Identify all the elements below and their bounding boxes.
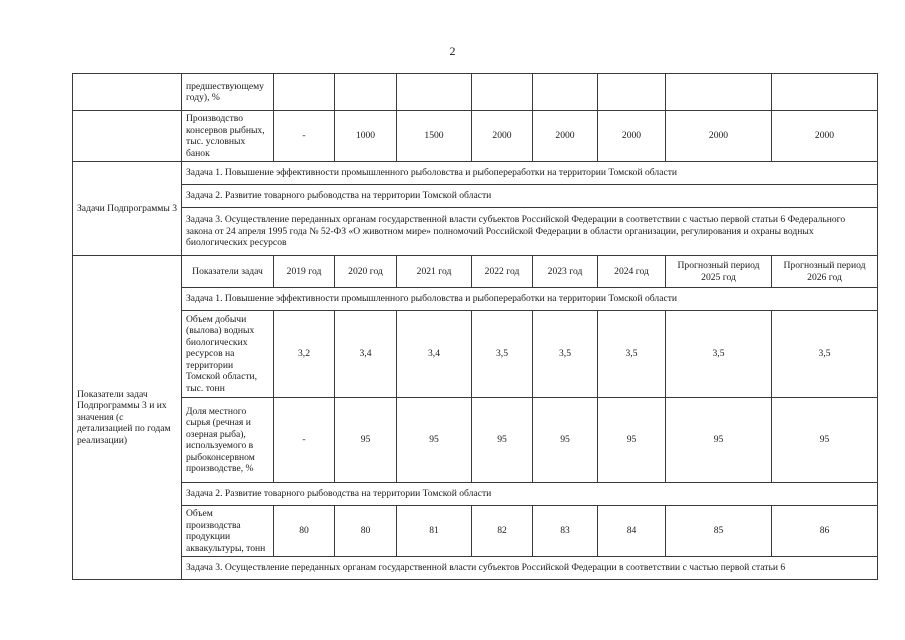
value-cell: 3,5 bbox=[472, 311, 533, 398]
value-cell: 3,4 bbox=[335, 311, 397, 398]
value-cell: 3,4 bbox=[397, 311, 472, 398]
value-cell bbox=[397, 74, 472, 111]
value-cell: 1500 bbox=[397, 111, 472, 162]
value-cell bbox=[772, 74, 878, 111]
column-header: 2019 год bbox=[274, 256, 335, 288]
value-cell: 2000 bbox=[598, 111, 666, 162]
column-header: 2023 год bbox=[533, 256, 598, 288]
value-cell: 95 bbox=[598, 398, 666, 483]
task-text: Задача 3. Осуществление переданных органам государственной власти субъектов Российской Федерации в соответствии с частью первой статьи 6 Федерального закона от 24 апреля 1995 года № 52-ФЗ «О животном мире» полномочий Российской Федерации в области организации, регулирования и охраны водных биологических ресурсов bbox=[182, 208, 878, 256]
table-row bbox=[73, 74, 878, 111]
value-cell: 85 bbox=[666, 506, 772, 557]
value-cell: 86 bbox=[772, 506, 878, 557]
table-row bbox=[73, 506, 878, 557]
table-row bbox=[73, 483, 878, 506]
column-header: Прогнозный период 2026 год bbox=[772, 256, 878, 288]
task-text: Задача 2. Развитие товарного рыбоводства на территории Томской области bbox=[182, 483, 878, 506]
value-cell: 95 bbox=[772, 398, 878, 483]
page-number: 2 bbox=[449, 44, 456, 58]
task-text: Задача 1. Повышение эффективности промышленного рыболовства и рыбопереработки на территории Томской области bbox=[182, 162, 878, 185]
value-cell: 80 bbox=[274, 506, 335, 557]
table-header-row bbox=[73, 256, 878, 288]
value-cell: 80 bbox=[335, 506, 397, 557]
indicator-name: Производство консервов рыбных, тыс. условных банок bbox=[182, 111, 274, 162]
value-cell: 83 bbox=[533, 506, 598, 557]
value-cell: 2000 bbox=[533, 111, 598, 162]
value-cell: 1000 bbox=[335, 111, 397, 162]
table-row bbox=[73, 398, 878, 483]
table-row bbox=[73, 111, 878, 162]
value-cell: - bbox=[274, 111, 335, 162]
tasks-section-label: Задачи Подпрограммы 3 bbox=[73, 162, 182, 256]
indicator-name: Объем добычи (вылова) водных биологических ресурсов на территории Томской области, тыс. тонн bbox=[182, 311, 274, 398]
column-header: 2022 год bbox=[472, 256, 533, 288]
value-cell: 3,5 bbox=[772, 311, 878, 398]
table-row bbox=[73, 208, 878, 256]
value-cell bbox=[598, 74, 666, 111]
section-label-empty bbox=[73, 111, 182, 162]
value-cell: 84 bbox=[598, 506, 666, 557]
value-cell: 82 bbox=[472, 506, 533, 557]
table-row bbox=[73, 185, 878, 208]
column-header: Показатели задач bbox=[182, 256, 274, 288]
subprogram-table bbox=[72, 73, 878, 580]
section-label-empty bbox=[73, 74, 182, 111]
value-cell: 3,5 bbox=[666, 311, 772, 398]
indicators-section-label: Показатели задач Подпрограммы 3 и их значения (с детализацией по годам реализации) bbox=[73, 256, 182, 580]
value-cell: 95 bbox=[397, 398, 472, 483]
value-cell: 81 bbox=[397, 506, 472, 557]
value-cell bbox=[472, 74, 533, 111]
column-header: 2020 год bbox=[335, 256, 397, 288]
value-cell: - bbox=[274, 398, 335, 483]
value-cell: 2000 bbox=[666, 111, 772, 162]
value-cell bbox=[335, 74, 397, 111]
value-cell: 95 bbox=[666, 398, 772, 483]
value-cell bbox=[533, 74, 598, 111]
value-cell: 3,5 bbox=[533, 311, 598, 398]
table-row bbox=[73, 557, 878, 580]
value-cell: 3,2 bbox=[274, 311, 335, 398]
table-row bbox=[73, 162, 878, 185]
table-row bbox=[73, 311, 878, 398]
value-cell: 95 bbox=[335, 398, 397, 483]
value-cell: 2000 bbox=[472, 111, 533, 162]
value-cell: 3,5 bbox=[598, 311, 666, 398]
task-text: Задача 1. Повышение эффективности промышленного рыболовства и рыбопереработки на территории Томской области bbox=[182, 288, 878, 311]
column-header: Прогнозный период 2025 год bbox=[666, 256, 772, 288]
value-cell bbox=[274, 74, 335, 111]
value-cell: 2000 bbox=[772, 111, 878, 162]
indicator-name: Объем производства продукции аквакультуры, тонн bbox=[182, 506, 274, 557]
value-cell: 95 bbox=[472, 398, 533, 483]
indicator-name: предшествующему году), % bbox=[182, 74, 274, 111]
task-text: Задача 2. Развитие товарного рыбоводства на территории Томской области bbox=[182, 185, 878, 208]
column-header: 2024 год bbox=[598, 256, 666, 288]
value-cell bbox=[666, 74, 772, 111]
table-row bbox=[73, 288, 878, 311]
column-header: 2021 год bbox=[397, 256, 472, 288]
value-cell: 95 bbox=[533, 398, 598, 483]
indicator-name: Доля местного сырья (речная и озерная рыба), используемого в рыбоконсервном производстве, % bbox=[182, 398, 274, 483]
task-text: Задача 3. Осуществление переданных органам государственной власти субъектов Российской Федерации в соответствии с частью первой статьи 6 bbox=[182, 557, 878, 580]
